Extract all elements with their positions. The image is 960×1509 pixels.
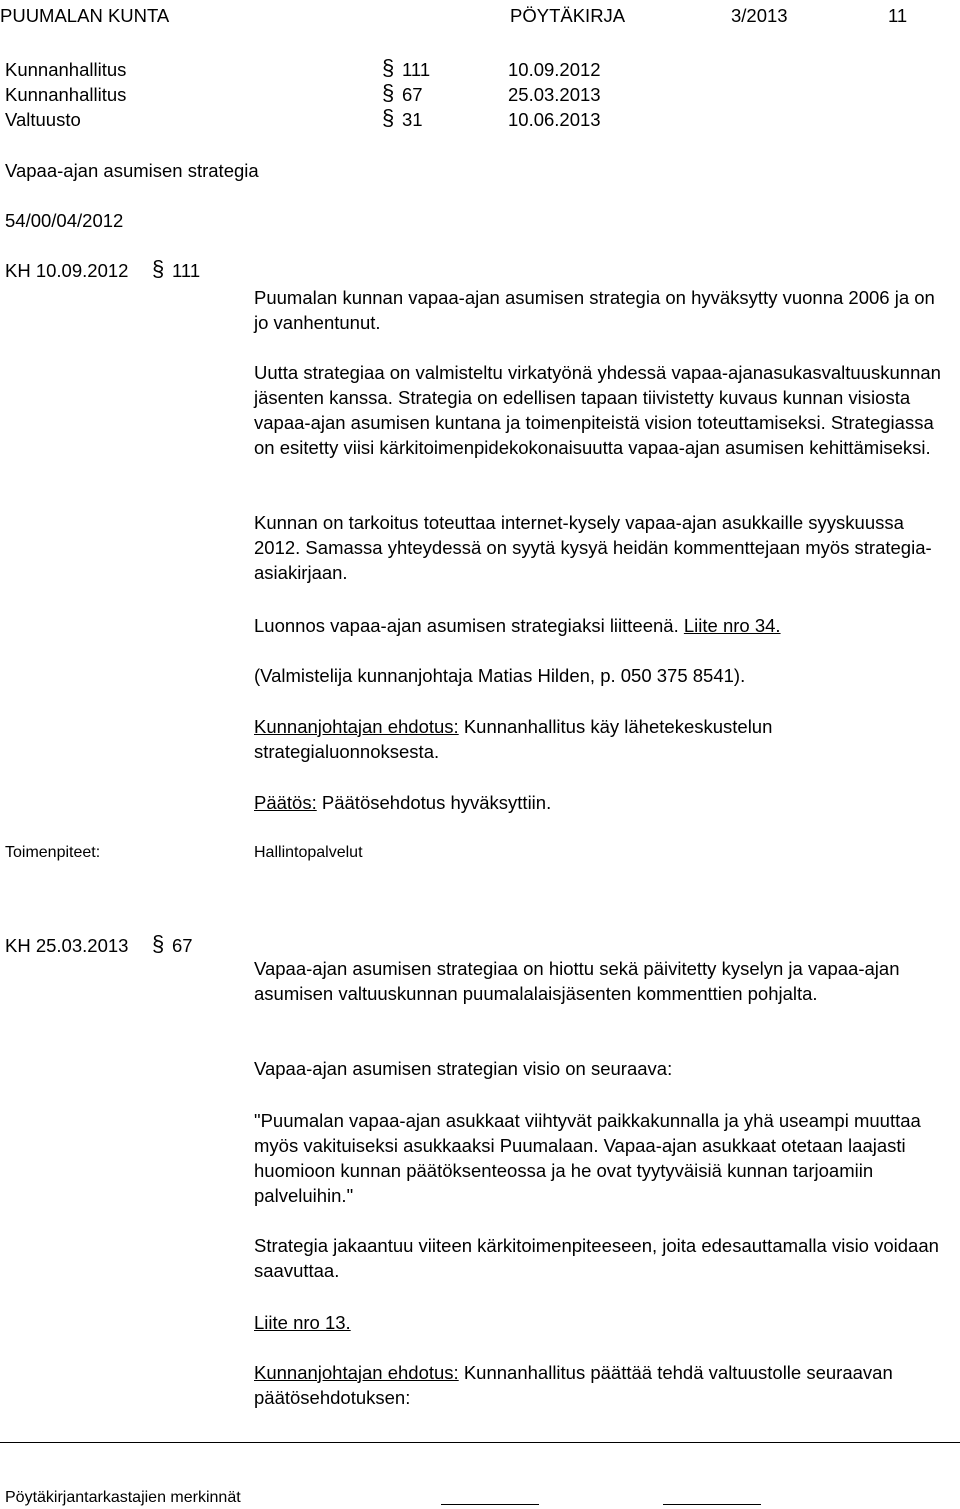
issue-number: 3/2013 — [731, 5, 788, 26]
attachment-link[interactable]: Liite nro 34. — [683, 615, 781, 636]
proposal-label: Kunnanjohtajan ehdotus: — [254, 716, 459, 737]
decision — [254, 790, 954, 815]
paragraph-text: Luonnos vapaa-ajan asumisen strategiaksi liitteenä. — [254, 615, 679, 636]
history-body: Kunnanhallitus — [5, 59, 127, 80]
history-body: Kunnanhallitus — [5, 84, 127, 105]
proposal-label: Kunnanjohtajan ehdotus: — [254, 1362, 459, 1383]
document-type: PÖYTÄKIRJA — [510, 5, 626, 26]
signature-line — [441, 1504, 539, 1505]
actions-value: Hallintopalvelut — [254, 844, 363, 861]
paragraph: Vapaa-ajan asumisen strategiaa on hiottu sekä päivitetty kyselyn ja vapaa-ajan asumisen valtuuskunnan puumalalaisjäsenten kommenttien pohjalta. — [254, 958, 900, 1004]
preparer-note: (Valmistelija kunnanjohtaja Matias Hilden, p. 050 375 8541). — [254, 665, 746, 686]
paragraph: Strategia jakaantuu viiteen kärkitoimenpiteeseen, joita edesauttamalla visio voidaan saavuttaa. — [254, 1235, 939, 1281]
section-sign-icon: § — [152, 931, 165, 956]
vision-quote: "Puumalan vapaa-ajan asukkaat viihtyvät paikkakunnalla ja yhä useampi muuttaa myös vakituiseksi asukkaaksi Puumalaan. Vapaa-ajan asukkaat otetaan laajasti huomioon kunnan päätöksenteossa ja he ovat tyytyväisiä kunnan tarjoamiin palveluihin." — [254, 1110, 921, 1206]
decision-text: Päätösehdotus hyväksyttiin. — [321, 792, 552, 813]
history-date: 10.06.2013 — [508, 109, 601, 130]
decision-label: Päätös: — [254, 792, 317, 813]
footer-label: Pöytäkirjantarkastajien merkinnät — [5, 1489, 241, 1506]
paragraph: Vapaa-ajan asumisen strategian visio on seuraava: — [254, 1058, 673, 1079]
page-number: 11 — [888, 5, 908, 26]
history-number: 111 — [402, 59, 431, 80]
meeting-label: KH 10.09.2012 — [5, 260, 129, 281]
meeting-label: KH 25.03.2013 — [5, 935, 129, 956]
municipality-name: PUUMALAN KUNTA — [0, 5, 170, 26]
attachment-paragraph — [254, 613, 954, 638]
attachment-link[interactable]: Liite nro 13. — [254, 1312, 351, 1333]
paragraph: Kunnan on tarkoitus toteuttaa internet-kysely vapaa-ajan asukkaille syyskuussa 2012. Samassa yhteydessä on syytä kysyä heidän kommenttejaan myös strategia-asiakirjaan. — [254, 512, 932, 583]
history-date: 25.03.2013 — [508, 84, 601, 105]
section-sign-icon: § — [382, 105, 395, 130]
signature-line — [663, 1504, 761, 1505]
proposal — [254, 714, 954, 764]
history-number: 67 — [402, 84, 423, 105]
paragraph: Uutta strategiaa on valmisteltu virkatyönä yhdessä vapaa-ajanasukasvaltuuskunnan jäsenten kanssa. Strategia on edellisen tapaan tiivistetty kuvaus kunnan visiosta vapaa-ajan asumisen kuntana ja toimenpiteistä vision toteuttamiseksi. Strategiassa on esitetty viisi kärkitoimenpidekokonaisuutta vapaa-ajan asumisen kehittämiseksi. — [254, 362, 941, 458]
history-date: 10.09.2012 — [508, 59, 601, 80]
footer-divider — [0, 1442, 960, 1443]
proposal-text: Kunnanhallitus päättää tehdä valtuustolle seuraavan päätösehdotuksen: — [254, 1362, 893, 1408]
meeting-section-number: 111 — [172, 260, 201, 281]
proposal-text: Kunnanhallitus käy lähetekeskustelun strategialuonnoksesta. — [254, 716, 773, 762]
section-sign-icon: § — [382, 80, 395, 105]
section-sign-icon: § — [382, 55, 395, 80]
meeting-section-number: 67 — [172, 935, 193, 956]
proposal — [254, 1360, 954, 1410]
section-sign-icon: § — [152, 256, 165, 281]
history-body: Valtuusto — [5, 109, 81, 130]
file-number: 54/00/04/2012 — [5, 210, 124, 231]
page-title: Vapaa-ajan asumisen strategia — [5, 160, 259, 181]
actions-label: Toimenpiteet: — [5, 844, 101, 861]
paragraph: Puumalan kunnan vapaa-ajan asumisen strategia on hyväksytty vuonna 2006 ja on jo vanhentunut. — [254, 287, 935, 333]
attachment-paragraph — [254, 1310, 954, 1335]
history-number: 31 — [402, 109, 423, 130]
